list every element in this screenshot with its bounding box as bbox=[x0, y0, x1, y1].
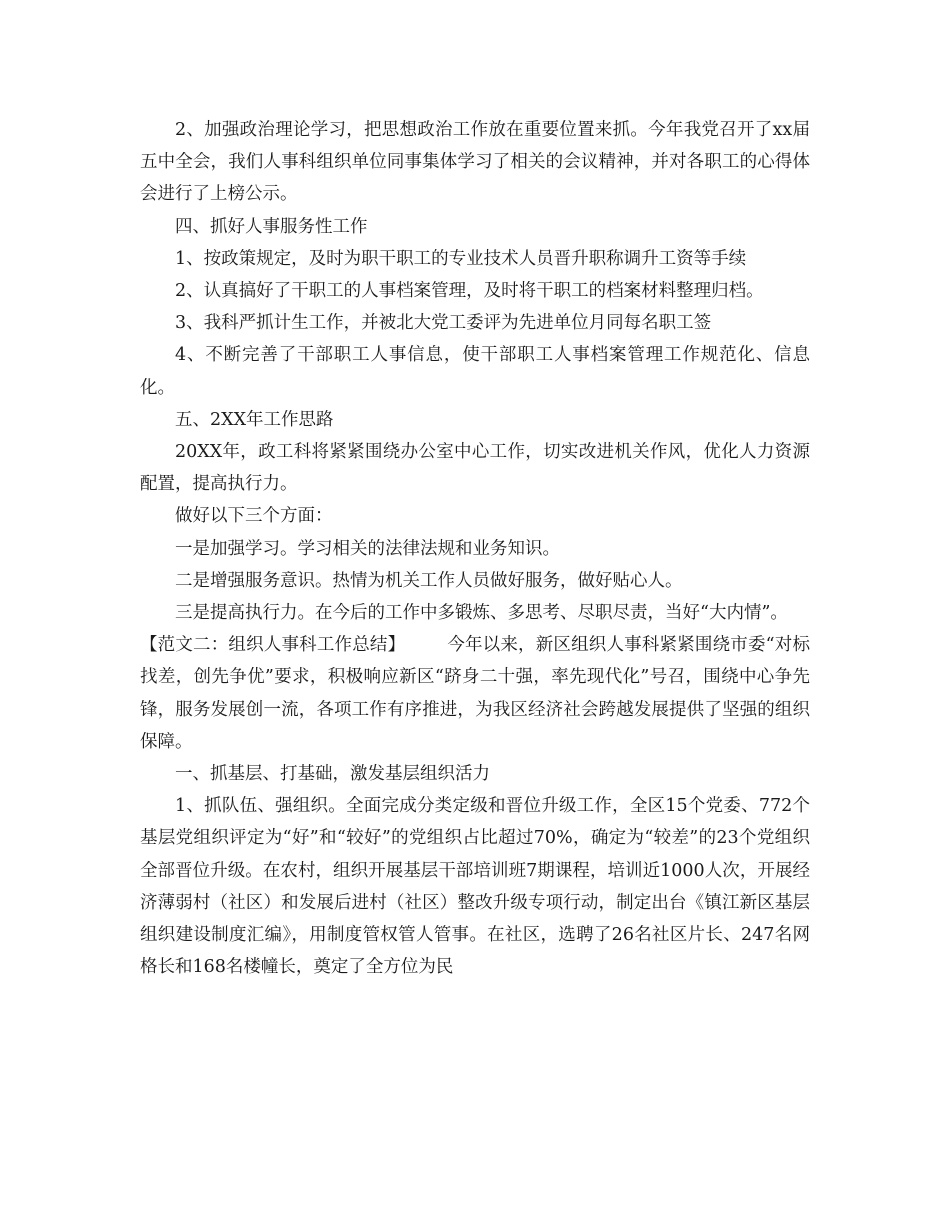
paragraph-item-3: 3、我科严抓计生工作，并被北大党工委评为先进单位月同每名职工签 bbox=[175, 313, 712, 334]
section-two-heading: 【范文二：组织人事科工作总结】 bbox=[140, 635, 406, 656]
heading-grassroots: 一、抓基层、打基础，激发基层组织活力 bbox=[175, 764, 490, 785]
paragraph-item-1: 1、按政策规定，及时为职干职工的专业技术人员晋升职称调升工资等手续 bbox=[175, 248, 747, 269]
paragraph-item-2: 2、认真搞好了干职工的人事档案管理，及时将干职工的档案材料整理归档。 bbox=[175, 281, 764, 302]
paragraph-three-aspects: 做好以下三个方面： bbox=[175, 506, 333, 527]
heading-work-plan: 五、2XX年工作思路 bbox=[175, 409, 334, 430]
paragraph-aspect-3: 三是提高执行力。在今后的工作中多锻炼、多思考、尽职尽责，当好“大内情”。 bbox=[175, 603, 788, 624]
paragraph-aspect-1: 一是加强学习。学习相关的法律法规和业务知识。 bbox=[175, 538, 560, 559]
paragraph-item-4: 4、不断完善了干部职工人事信息，使干部职工人事档案管理工作规范化、信息化。 bbox=[140, 345, 810, 398]
paragraph-aspect-2: 二是增强服务意识。热情为机关工作人员做好服务，做好贴心人。 bbox=[175, 570, 683, 591]
paragraph-team-building: 1、抓队伍、强组织。全面完成分类定级和晋位升级工作，全区15个党委、772个基层党组织评定为“好”和“较好”的党组织占比超过70%，确定为“较差”的23个党组织全部晋位升级。在农村，组织开展基层干部培训班7期课程，培训近1000人次，开展经济薄弱村（社区）和发展后进村（社区）整改升级专项行动，制定出台《镇江新区基层组织建设制度汇编》，用制度管权管人管事。在社区，选聘了26名社区片长、247名网格长和168名楼幢长，奠定了全方位为民 bbox=[140, 796, 810, 978]
document-body bbox=[140, 114, 810, 983]
section-two-body: 今年以来，新区组织人事科紧紧围绕市委“对标找差，创先争优”要求，积极响应新区“跻身二十强，率先现代化”号召，围绕中心争先锋，服务发展创一流，各项工作有序推进，为我区经济社会跨越发展提供了坚强的组织保障。 bbox=[140, 635, 810, 752]
section-two-paragraph bbox=[140, 629, 810, 758]
heading-personnel-service: 四、抓好人事服务性工作 bbox=[175, 216, 368, 237]
paragraph-study: 2、加强政治理论学习，把思想政治工作放在重要位置来抓。今年我党召开了xx届五中全会，我们人事科组织单位同事集体学习了相关的会议精神，并对各职工的心得体会进行了上榜公示。 bbox=[140, 120, 810, 205]
paragraph-plan-intro: 20XX年，政工科将紧紧围绕办公室中心工作，切实改进机关作风，优化人力资源配置，提高执行力。 bbox=[140, 442, 810, 495]
